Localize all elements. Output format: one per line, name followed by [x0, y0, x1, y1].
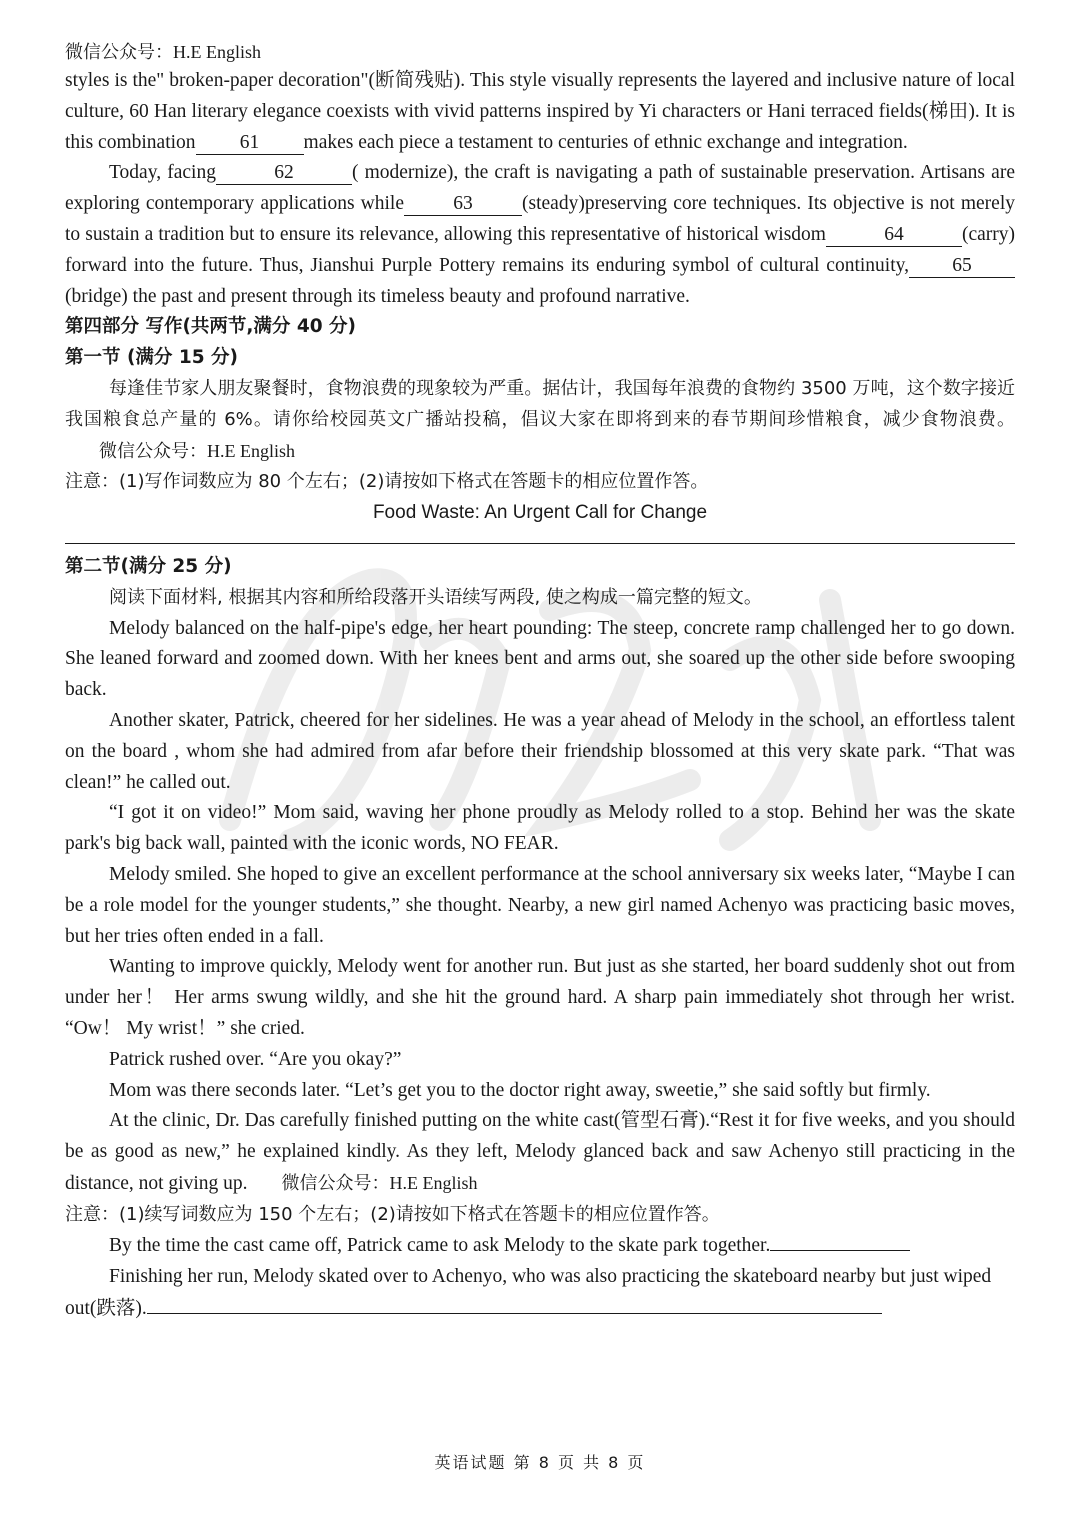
story-paragraph: Another skater, Patrick, cheered for her sidelines. He was a year ahead of Melody in the school, an effortless talent on the board , whom she had admired from afar before their friendship blossomed at this very skate park. “That was clean!” he called out.: [65, 709, 1015, 793]
blank-63: 63: [404, 193, 522, 216]
section1-note: 注意：(1)写作词数应为 80 个左右；(2)请按如下格式在答题卡的相应位置作答。: [65, 471, 709, 493]
blank-61: 61: [196, 132, 304, 155]
passage-text: (carry) forward into the future. Thus, Jianshui Purple Pottery remains its enduring symbol of cultural continuity,: [65, 223, 1015, 276]
blank-64: 64: [826, 224, 962, 247]
watermark-inline: 微信公众号：H.E English: [281, 1172, 478, 1193]
continuation-opener-2: [65, 1262, 1015, 1325]
passage-text: makes each piece a testament to centuries of ethnic exchange and integration.: [303, 131, 908, 153]
story-paragraph: Wanting to improve quickly, Melody went for another run. But just as she started, her board suddenly shot out from under her！ Her arms swung wildly, and she hit the ground hard. A sharp pain immediately shot through her wrist. “Ow！ My wrist！” she cried.: [65, 956, 1015, 1039]
story-paragraph: Mom was there seconds later. “Let’s get you to the doctor right away, sweetie,” she said softly but firmly.: [109, 1079, 931, 1101]
blank-65: 65: [909, 255, 1015, 278]
story-paragraph: Patrick rushed over. “Are you okay?”: [109, 1048, 402, 1070]
section1-prompt: [65, 374, 1015, 467]
prompt-text: 每逢佳节家人朋友聚餐时，食物浪费的现象较为严重。据估计，我国每年浪费的食物约 3500 万吨，这个数字接近我国粮食总产量的 6%。请你给校园英文广播站投稿，倡议大家在即将到来的春节期间珍惜粮食，减少食物浪费。: [65, 377, 1015, 430]
page-footer: 英语试题 第 8 页 共 8 页: [434, 1453, 646, 1472]
passage-paragraph-1: [65, 66, 1015, 158]
part4-heading: 第四部分 写作(共两节,满分 40 分): [65, 316, 357, 338]
passage-paragraph-2: [65, 158, 1015, 312]
answer-rule: [65, 543, 1015, 544]
opener-text: Finishing her run, Melody skated over to Achenyo, who was also practicing the skateboard nearby but just wiped out(跌落).: [65, 1266, 992, 1320]
story-text: At the clinic, Dr. Das carefully finished putting on the white cast(管型石膏).“Rest it for five weeks, and you should be as good as new,” he explained kindly. As they left, Melody glanced back and saw Achenyo still practicing in the distance, not giving up.: [65, 1110, 1015, 1194]
story-paragraph: Melody balanced on the half-pipe's edge, her heart pounding: The steep, concrete ramp challenged her to go down. She leaned forward and zoomed down. With her knees bent and arms out, she soared up the other side before swooping back.: [65, 617, 1015, 701]
essay-title: Food Waste: An Urgent Call for Change: [372, 502, 708, 524]
exam-page: [65, 38, 1015, 1325]
watermark-label: 微信公众号：H.E English: [65, 42, 261, 62]
story-paragraph: “I got it on video!” Mom said, waving her phone proudly as Melody rolled to a stop. Behind her was the skate park's big back wall, painted with the iconic words, NO FEAR.: [65, 802, 1015, 855]
story-paragraph-last: [65, 1106, 1015, 1199]
section1-heading: 第一节 (满分 15 分): [65, 347, 238, 369]
passage-text: ( modernize), the craft is navigating a path of sustainable preservation. Artisans are exploring contemporary applications while: [65, 162, 1015, 215]
passage-text: (steady)preserving core techniques. Its objective is not merely to sustain a tradition but to ensure its relevance, allowing this representative of historical wisdom: [65, 193, 1015, 245]
passage-text: styles is the" broken-paper decoration"(断简残贴). This style visually represents the layered and inclusive nature of local culture, 60 Han literary elegance coexists with vivid patterns inspired by Yi characters or Hani terraced fields(梯田). It is this combination: [65, 70, 1015, 153]
story-paragraph: Melody smiled. She hoped to give an excellent performance at the school anniversary six weeks later, “Maybe I can be a role model for the younger students,” she thought. Nearby, a new girl named Achenyo was practicing basic moves, but her tries often ended in a fall.: [65, 863, 1015, 947]
watermark-inline: 微信公众号：H.E English: [99, 440, 295, 461]
blank-62: 62: [216, 162, 352, 185]
continuation-opener-1: [65, 1230, 1015, 1262]
answer-line: [147, 1293, 882, 1314]
section2-instruction: 阅读下面材料, 根据其内容和所给段落开头语续写两段, 使之构成一篇完整的短文。: [109, 586, 762, 608]
opener-text: By the time the cast came off, Patrick came to ask Melody to the skate park together.: [109, 1235, 771, 1257]
passage-text: Today, facing: [109, 162, 216, 184]
passage-text: (bridge) the past and present through its timeless beauty and profound narrative.: [65, 285, 690, 307]
section2-heading: 第二节(满分 25 分): [65, 555, 232, 577]
section2-note: 注意：(1)续写词数应为 150 个左右；(2)请按如下格式在答题卡的相应位置作答。: [65, 1203, 720, 1225]
answer-line: [770, 1230, 910, 1251]
